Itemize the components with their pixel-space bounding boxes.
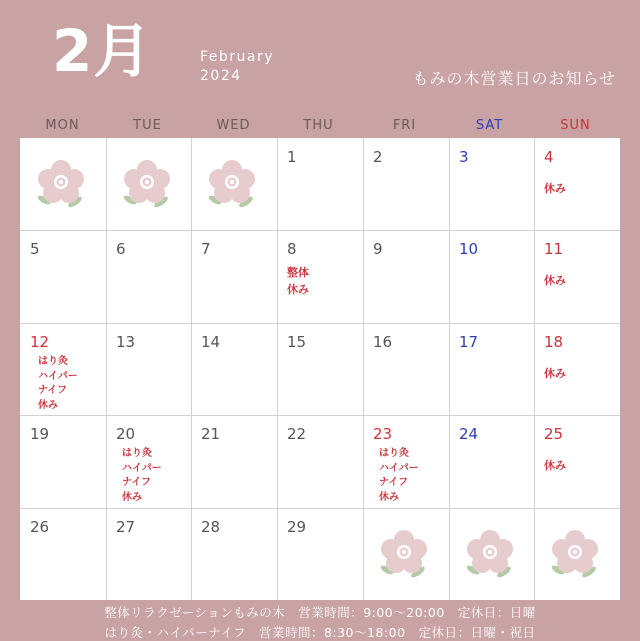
day-number: 25 [544,425,564,443]
calendar-day-cell [363,323,449,415]
closure-note-line: 休み [544,274,566,287]
day-number: 6 [116,240,126,258]
weekday-fri: FRI [392,118,417,133]
closure-note [544,180,566,197]
closure-note-line: 休み [544,367,566,380]
day-number: 1 [287,148,297,166]
calendar-day-cell [534,230,620,322]
closure-note-line: ハイパー [122,462,162,474]
day-number: 26 [30,518,50,536]
camellia-flower-icon [460,522,524,586]
calendar-day-cell [277,230,363,322]
calendar-day-cell [191,508,277,600]
day-number: 5 [30,240,40,258]
camellia-flower-icon [374,522,438,586]
weekday-header-row [20,118,620,136]
calendar-day-cell [20,415,106,507]
closure-note-line: 休み [38,399,58,411]
calendar-day-cell [449,415,535,507]
day-number: 14 [201,333,221,351]
month-number: 2月 [52,17,153,85]
calendar-day-cell [106,415,192,507]
day-number: 9 [373,240,383,258]
weekday-thu: THU [303,118,334,133]
calendar-day-cell [277,508,363,600]
day-number: 19 [30,425,50,443]
calendar-day-cell [534,323,620,415]
weekday-tue: TUE [133,118,162,133]
closure-note-line: はり灸 [379,448,409,459]
camellia-flower-icon [545,522,609,586]
day-number: 11 [544,240,564,258]
closure-note-line: はり灸 [38,356,68,367]
day-number: 22 [287,425,307,443]
day-number: 29 [287,518,307,536]
day-number: 27 [116,518,136,536]
closure-note [379,447,419,505]
day-number: 8 [287,240,297,258]
day-number: 15 [287,333,307,351]
closure-note-line: ナイフ [122,477,151,488]
calendar-day-cell [191,230,277,322]
calendar-day-cell [20,508,106,600]
closure-note [122,447,162,505]
camellia-flower-icon [31,152,95,216]
calendar-day-cell [106,230,192,322]
closure-note-line: 休み [544,182,566,195]
calendar-day-cell [534,415,620,507]
year: 2024 [200,67,242,84]
calendar-blank-cell [191,138,277,230]
closure-note-line: 休み [544,459,566,472]
day-number: 2 [373,148,383,166]
calendar-day-cell [363,138,449,230]
closure-note [287,264,309,298]
weekday-sun: SUN [560,118,591,133]
calendar-day-cell [277,138,363,230]
calendar-day-cell [363,230,449,322]
notice-title: もみの木営業日のお知らせ [412,69,616,88]
calendar-day-cell [449,323,535,415]
calendar-blank-cell [363,508,449,600]
camellia-flower-icon [202,152,266,216]
calendar-blank-cell [534,508,620,600]
day-number: 20 [116,425,136,443]
calendar-day-cell [106,508,192,600]
day-number: 12 [30,333,50,351]
closure-note-line: 休み [122,491,142,503]
closure-note [544,457,566,474]
weekday-mon: MON [45,118,80,133]
calendar-day-cell [277,323,363,415]
closure-note-line: 休み [287,283,309,297]
calendar-day-cell [449,138,535,230]
closure-note-line: ナイフ [38,385,67,396]
calendar-grid [20,138,620,600]
calendar-day-cell [191,415,277,507]
calendar-day-cell [191,323,277,415]
day-number: 23 [373,425,393,443]
closure-note-line: はり灸 [122,448,152,459]
day-number: 17 [459,333,479,351]
day-number: 24 [459,425,479,443]
calendar-blank-cell [20,138,106,230]
closure-note [38,355,78,413]
calendar-day-cell [534,138,620,230]
calendar-day-cell [363,415,449,507]
day-number: 28 [201,518,221,536]
closure-note-line: 整体 [287,266,309,279]
day-number: 10 [459,240,479,258]
footer-hari-hours: はり灸・ハイパーナイフ 営業時間：8:30〜18:00 定休日：日曜・祝日 [104,625,536,640]
day-number: 7 [201,240,211,258]
calendar-day-cell [20,230,106,322]
closure-note [544,365,566,382]
closure-note-line: ナイフ [379,477,408,488]
calendar-day-cell [449,230,535,322]
month-name: February [200,49,275,65]
day-number: 3 [459,148,469,166]
weekday-sat: SAT [475,118,504,133]
calendar-day-cell [20,323,106,415]
camellia-flower-icon [117,152,181,216]
day-number: 16 [373,333,393,351]
day-number: 21 [201,425,221,443]
calendar-day-cell [106,323,192,415]
closure-note [544,272,566,289]
day-number: 18 [544,333,564,351]
footer-seitai-hours: 整体リラクゼーションもみの木 営業時間：9:00〜20:00 定休日：日曜 [104,605,536,620]
calendar-blank-cell [449,508,535,600]
closure-note-line: ハイパー [38,370,78,382]
weekday-wed: WED [216,118,251,133]
calendar-blank-cell [106,138,192,230]
closure-note-line: ハイパー [379,462,419,474]
month-name-year [200,48,274,86]
day-number: 4 [544,148,554,166]
closure-note-line: 休み [379,491,399,503]
calendar-day-cell [277,415,363,507]
day-number: 13 [116,333,136,351]
